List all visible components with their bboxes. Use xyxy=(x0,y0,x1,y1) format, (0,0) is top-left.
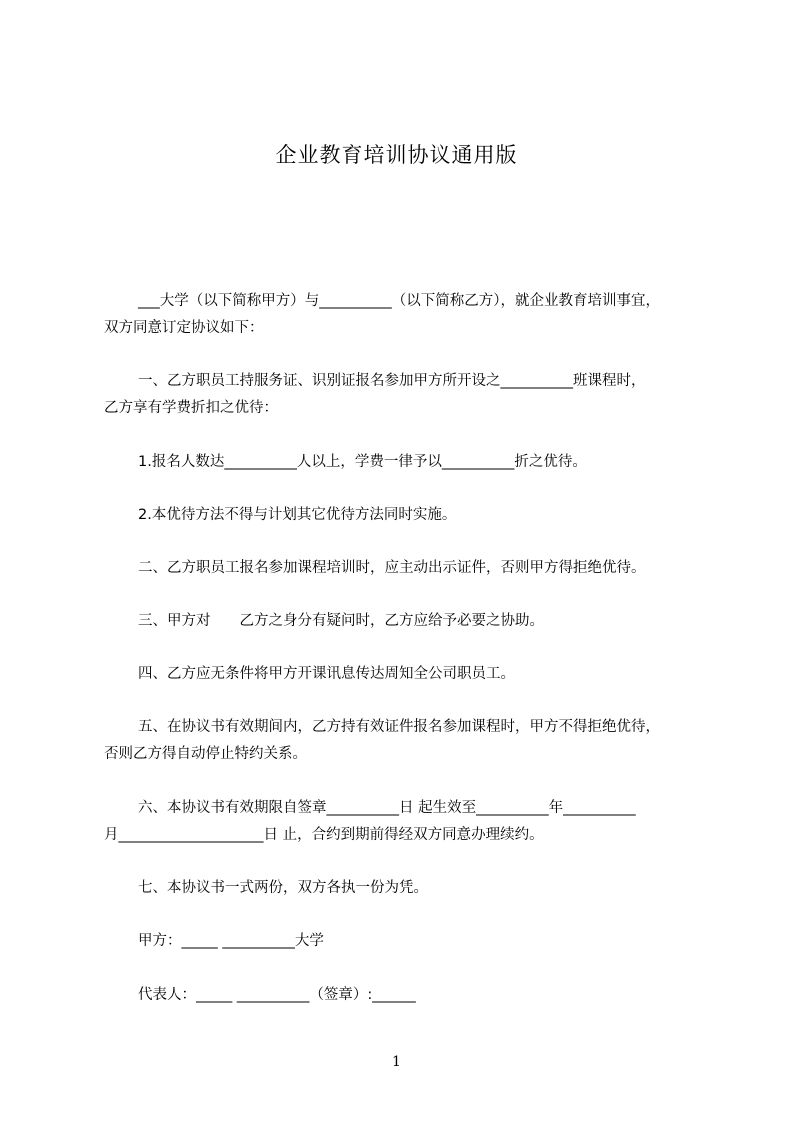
clause-1-item-1: 1.报名人数达__________人以上，学费一律予以__________折之优待。 xyxy=(138,454,587,470)
clause-1-line-1: 一、乙方职员工持服务证、识别证报名参加甲方所开设之__________班课程时， xyxy=(138,373,646,389)
page-number: 1 xyxy=(392,1054,401,1070)
document-title: 企业教育培训协议通用版 xyxy=(275,143,518,167)
preamble-line-2: 双方同意订定协议如下： xyxy=(104,320,264,336)
clause-5-line-2: 否则乙方得自动停止特约关系。 xyxy=(104,746,307,762)
clause-1-line-2: 乙方享有学费折扣之优待： xyxy=(104,400,278,416)
party-a-line: 甲方：_____ __________大学 xyxy=(138,933,324,949)
clause-6-line-1: 六、本协议书有效期限自签章__________日 起生效至__________年__________ xyxy=(138,800,636,816)
clause-1-item-2: 2.本优待方法不得与计划其它优待方法同时实施。 xyxy=(138,507,457,523)
clause-2: 二、乙方职员工报名参加课程培训时，应主动出示证件，否则甲方得拒绝优待。 xyxy=(138,560,646,576)
clause-4: 四、乙方应无条件将甲方开课讯息传达周知全公司职员工。 xyxy=(138,666,515,682)
clause-7: 七、本协议书一式两份，双方各执一份为凭。 xyxy=(138,880,428,896)
representative-line: 代表人：_____ __________（签章）:______ xyxy=(138,987,416,1003)
clause-6-line-2: 月____________________日 止，合约到期前得经双方同意办理续约。 xyxy=(104,827,544,843)
preamble-line-1: ___大学（以下简称甲方）与__________（以下简称乙方），就企业教育培训事宜， xyxy=(138,293,660,309)
clause-3: 三、甲方对 乙方之身分有疑问时，乙方应给予必要之协助。 xyxy=(138,613,544,629)
clause-5-line-1: 五、在协议书有效期间内，乙方持有效证件报名参加课程时，甲方不得拒绝优待， xyxy=(138,719,660,735)
